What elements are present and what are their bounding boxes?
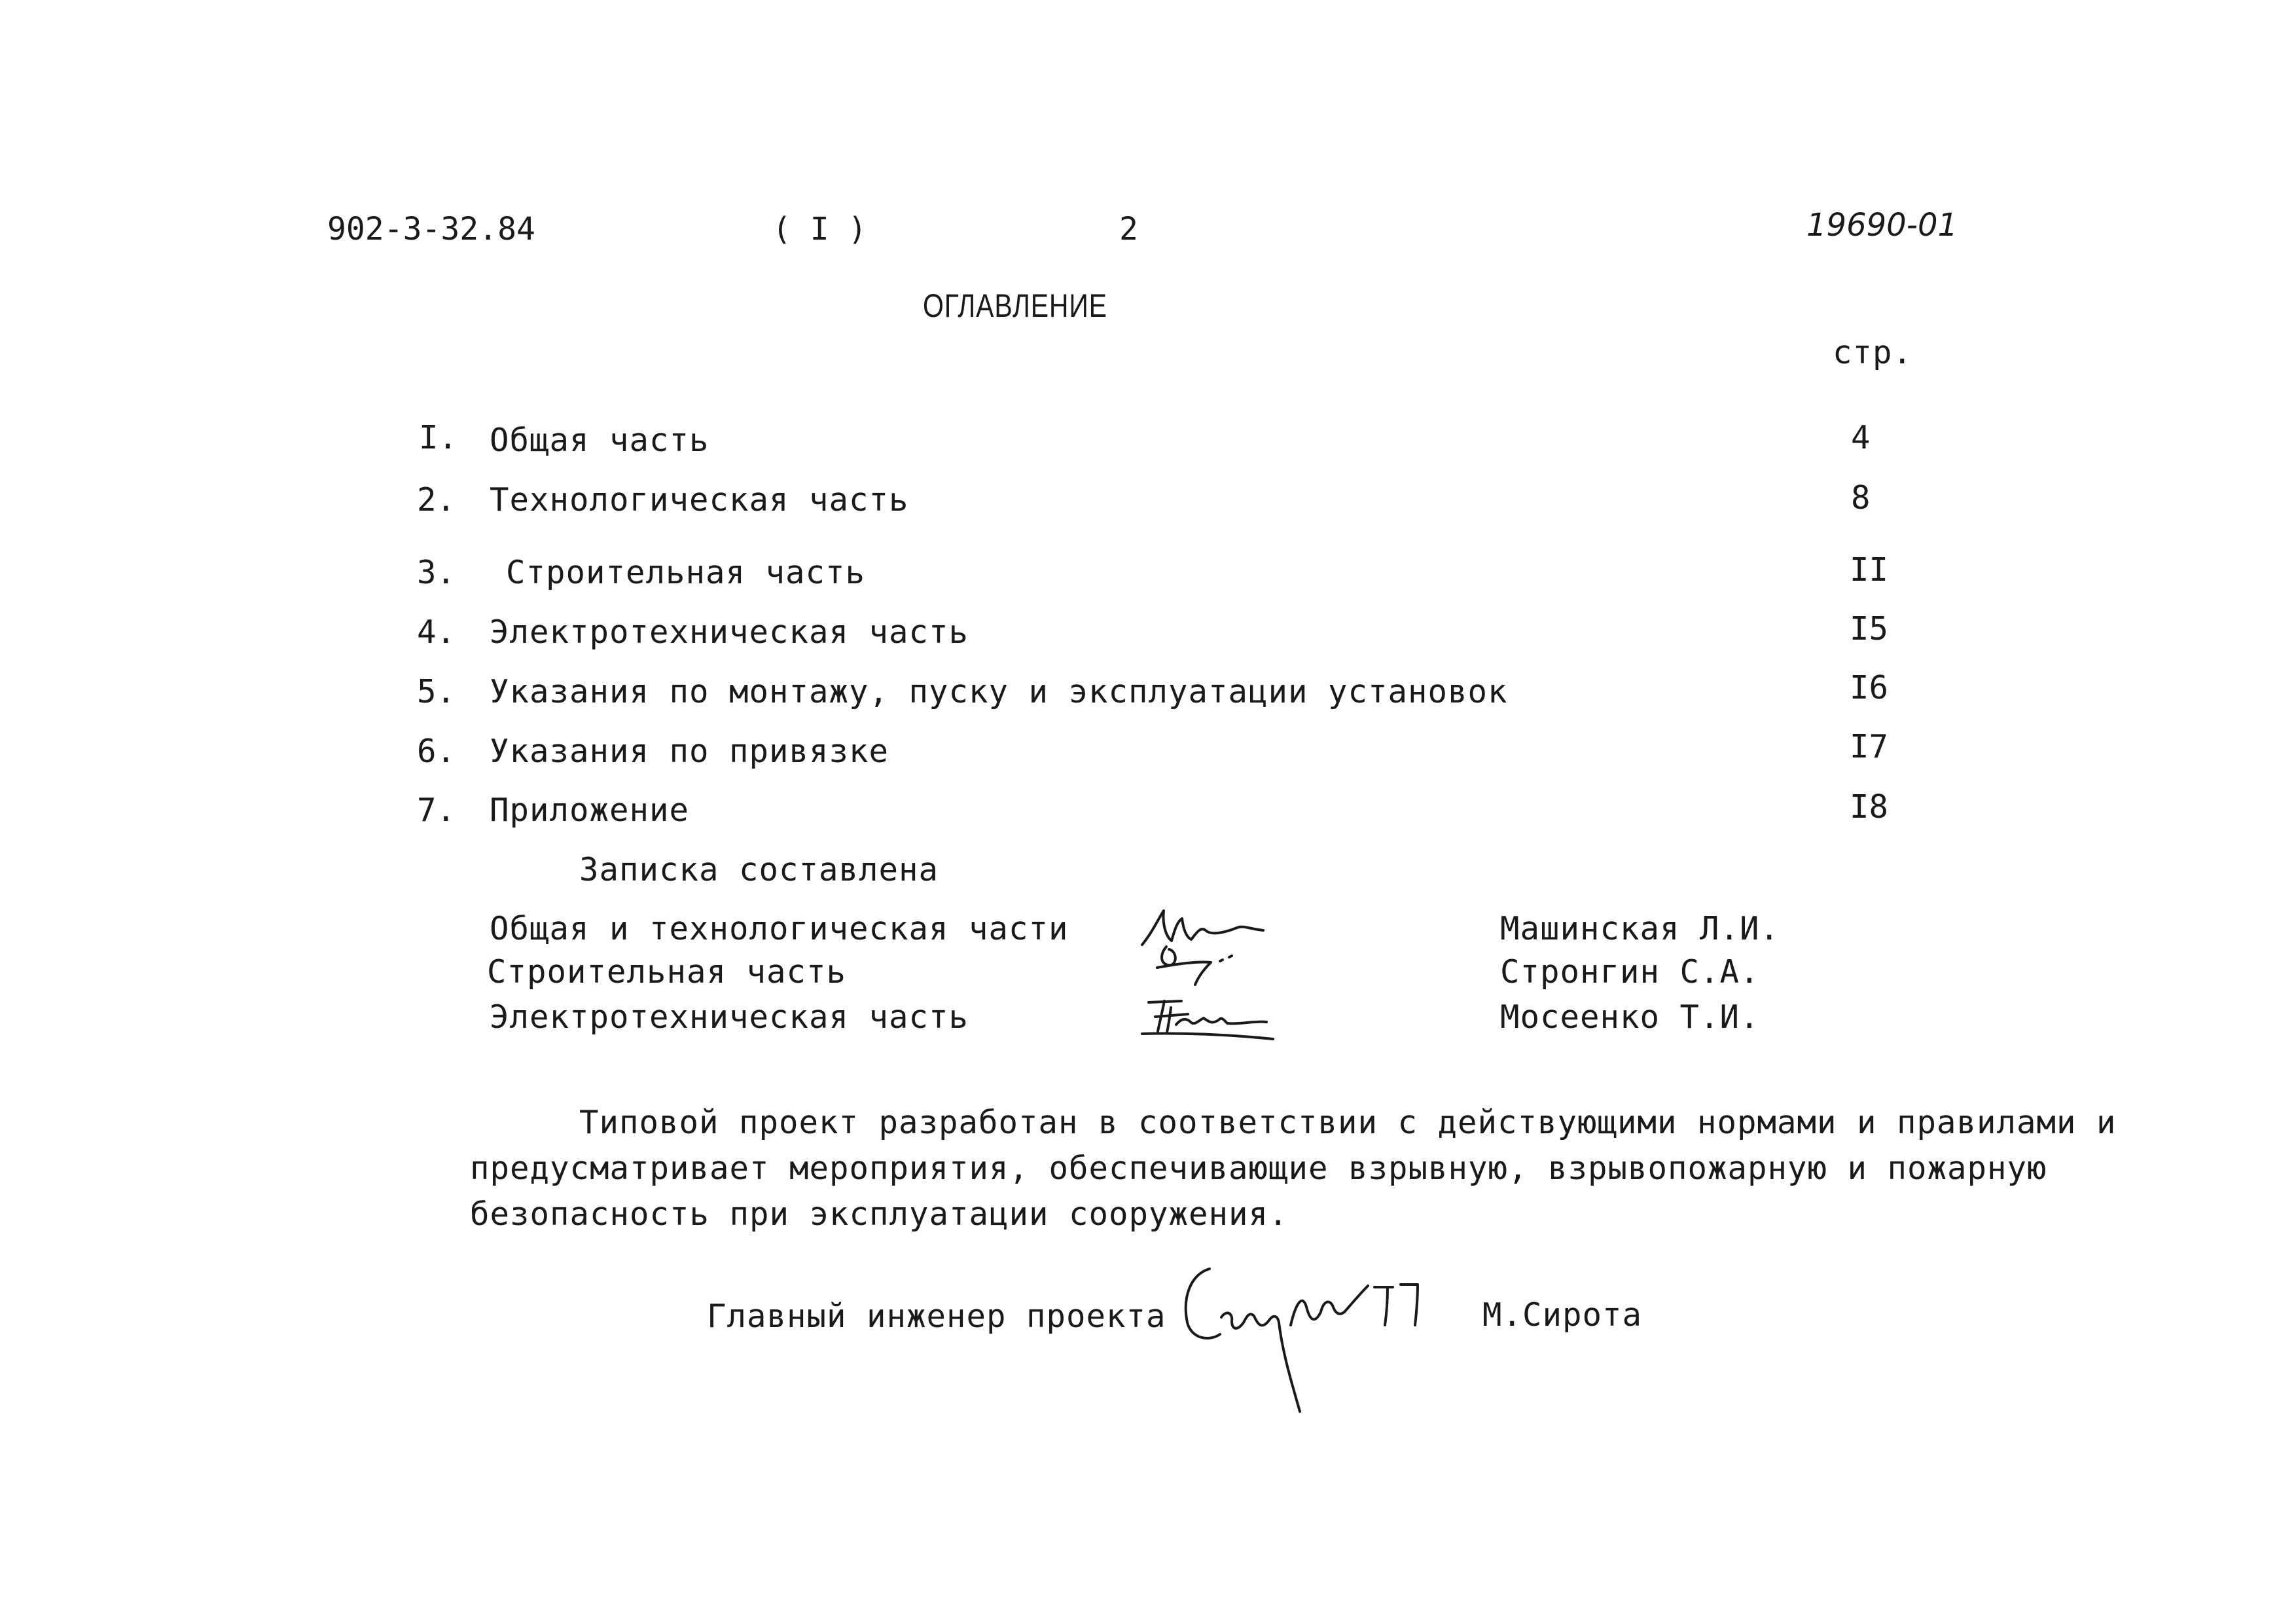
page-title: ОГЛАВЛЕНИЕ (923, 287, 1107, 324)
toc-page: I7 (1850, 728, 1889, 765)
toc-title: Строительная часть (506, 554, 866, 591)
authors-heading: Записка составлена (579, 851, 939, 888)
toc-page: II (1850, 551, 1889, 589)
toc-number: 2. (417, 481, 456, 519)
signature-strongin (1152, 941, 1263, 987)
toc-title: Технологическая часть (490, 481, 909, 519)
author-part: Общая и технологическая части (490, 910, 1069, 947)
statement-line: Типовой проект разработан в соответствии с действующими нормами и правилами и (579, 1104, 2117, 1141)
signature-sirota (1172, 1257, 1446, 1421)
toc-title: Электротехническая часть (490, 613, 969, 651)
statement-line: предусматривает мероприятия, обеспечивающие взрывную, взрывопожарную и пожарную (470, 1150, 2047, 1187)
toc-page: I6 (1850, 669, 1889, 706)
toc-page: I5 (1850, 610, 1889, 647)
toc-title: Указания по монтажу, пуску и эксплуатации установок (490, 673, 1508, 710)
toc-number: 5. (417, 673, 456, 710)
toc-page: 8 (1851, 479, 1871, 517)
signature-moseenko (1136, 992, 1280, 1044)
toc-number: I. (419, 419, 458, 456)
statement-line: безопасность при эксплуатации сооружения. (470, 1195, 1289, 1233)
toc-page: I8 (1850, 788, 1889, 826)
toc-number: 4. (417, 613, 456, 651)
toc-page: 4 (1851, 419, 1871, 456)
page-column-label: стр. (1833, 334, 1913, 371)
toc-number: 7. (417, 792, 456, 829)
toc-title: Указания по привязке (490, 733, 889, 770)
page-number: 2 (1119, 211, 1138, 247)
inventory-number: 19690-01 (1806, 207, 1958, 244)
document-code: 902-3-32.84 (327, 211, 535, 247)
author-part: Электротехническая часть (490, 998, 969, 1036)
author-name: Машинская Л.И. (1500, 910, 1780, 947)
author-part: Строительная часть (487, 953, 847, 991)
toc-title: Общая часть (490, 422, 709, 459)
toc-number: 6. (417, 733, 456, 770)
author-name: Стронгин С.А. (1500, 953, 1760, 991)
toc-title: Приложение (490, 792, 690, 829)
chief-name: М.Сирота (1482, 1296, 1643, 1334)
chief-role: Главный инженер проекта (707, 1298, 1166, 1335)
author-name: Мосеенко Т.И. (1500, 998, 1760, 1036)
toc-number: 3. (417, 554, 456, 591)
album-number: ( I ) (772, 211, 867, 247)
